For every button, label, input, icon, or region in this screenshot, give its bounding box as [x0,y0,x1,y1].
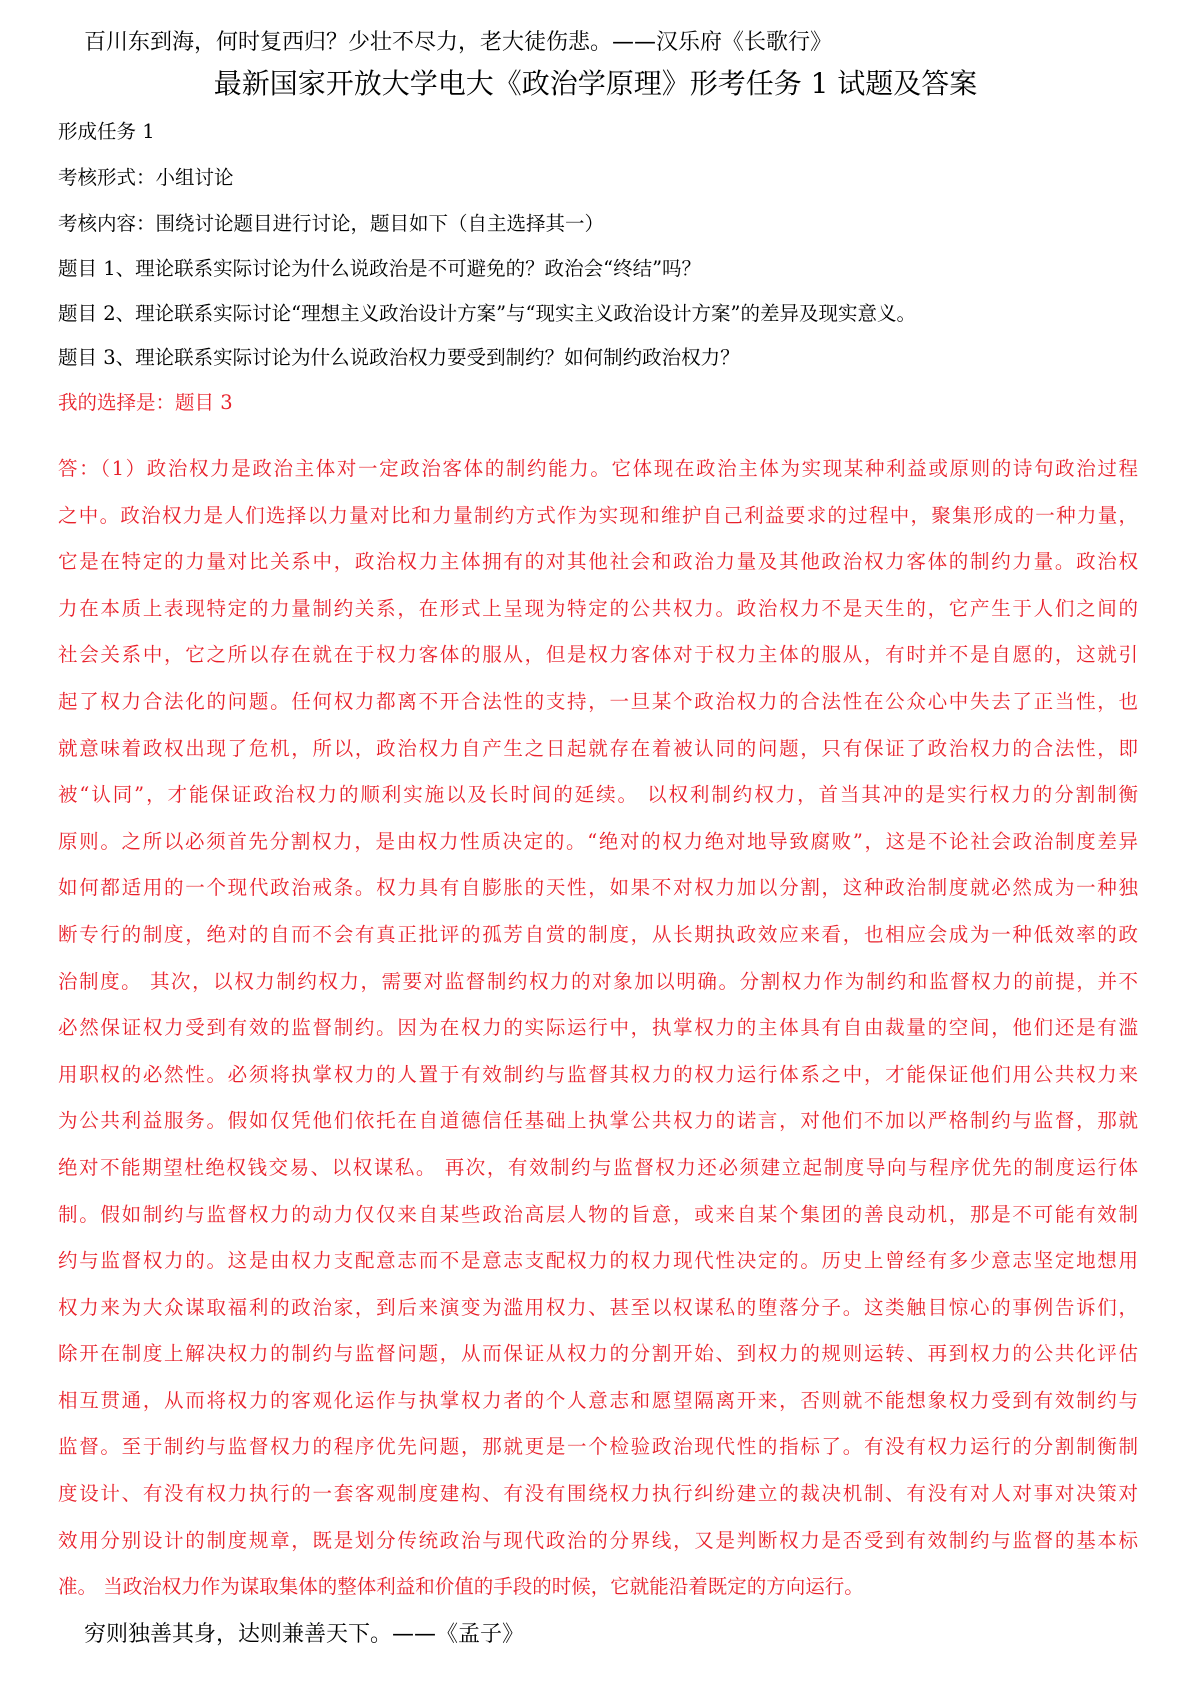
topic-1: 题目 1、理论联系实际讨论为什么说政治是不可避免的？政治会“终结”吗？ [58,257,702,280]
answer-line: 绝对不能期望杜绝权钱交易、以权谋私。 再次，有效制约与监督权力还必须建立起制度导向与程序优先的制度运行体 [58,1155,1138,1179]
header-quote: 百川东到海，何时复西归？少壮不尽力，老大徒伤悲。——汉乐府《长歌行》 [84,30,833,55]
footer-quote: 穷则独善其身，达则兼善天下。——《孟子》 [84,1622,525,1647]
answer-line: 效用分别设计的制度规章，既是划分传统政治与现代政治的分界线，又是判断权力是否受到有效制约与监督的基本标 [58,1528,1138,1552]
topic-3: 题目 3、理论联系实际讨论为什么说政治权力要受到制约？如何制约政治权力？ [58,346,740,369]
assessment-form: 考核形式：小组讨论 [58,166,234,189]
answer-line: 制。假如制约与监督权力的动力仅仅来自某些政治高层人物的旨意，或来自某个集团的善良动机，那是不可能有效制 [58,1202,1138,1226]
answer-line: 准。 当政治权力作为谋取集体的整体利益和价值的手段的时候，它就能沿着既定的方向运行。 [58,1575,864,1599]
my-choice: 我的选择是：题目 3 [58,391,233,414]
answer-line: 治制度。 其次，以权力制约权力，需要对监督制约权力的对象加以明确。分割权力作为制约和监督权力的前提，并不 [58,969,1138,993]
answer-line: 除开在制度上解决权力的制约与监督问题，从而保证从权力的分割开始、到权力的规则运转、再到权力的公共化评估 [58,1342,1138,1366]
answer-line: 权力来为大众谋取福利的政治家，到后来演变为滥用权力、甚至以权谋私的堕落分子。这类触目惊心的事例告诉们， [58,1295,1138,1319]
document-title: 最新国家开放大学电大《政治学原理》形考任务 1 试题及答案 [213,67,978,100]
answer-line: 起了权力合法化的问题。任何权力都离不开合法性的支持，一旦某个政治权力的合法性在公众心中失去了正当性，也 [58,689,1138,713]
answer-line: 相互贯通，从而将权力的客观化运作与执掌权力者的个人意志和愿望隔离开来，否则就不能想象权力受到有效制约与 [58,1388,1138,1412]
answer-line: 监督。至于制约与监督权力的程序优先问题，那就更是一个检验政治现代性的指标了。有没有权力运行的分割制衡制 [58,1435,1138,1459]
answer-text [58,455,1138,1620]
assessment-content: 考核内容：围绕讨论题目进行讨论，题目如下（自主选择其一） [58,212,605,235]
answer-line: 社会关系中，它之所以存在就在于权力客体的服从，但是权力客体对于权力主体的服从，有时并不是自愿的，这就引 [58,643,1138,667]
answer-line: 答：（1）政治权力是政治主体对一定政治客体的制约能力。它体现在政治主体为实现某种利益或原则的诗句政治过程 [58,457,1138,480]
topic-2: 题目 2、理论联系实际讨论“理想主义政治设计方案”与“现实主义政治设计方案”的差异及现实意义。 [58,302,916,325]
answer-line: 断专行的制度，绝对的自而不会有真正批评的孤芳自赏的制度，从长期执政效应来看，也相应会成为一种低效率的政 [58,922,1138,946]
answer-line: 为公共利益服务。假如仅凭他们依托在自道德信任基础上执掌公共权力的诺言，对他们不加以严格制约与监督，那就 [58,1109,1138,1133]
answer-line: 用职权的必然性。必须将执掌权力的人置于有效制约与监督其权力的权力运行体系之中，才能保证他们用公共权力来 [58,1062,1138,1086]
answer-line: 如何都适用的一个现代政治戒条。权力具有自膨胀的天性，如果不对权力加以分割，这种政治制度就必然成为一种独 [58,876,1138,900]
answer-line: 约与监督权力的。这是由权力支配意志而不是意志支配权力的权力现代性决定的。历史上曾经有多少意志坚定地想用 [58,1249,1138,1273]
answer-line: 就意味着政权出现了危机，所以，政治权力自产生之日起就存在着被认同的问题，只有保证了政治权力的合法性，即 [58,736,1138,760]
answer-line: 力在本质上表现特定的力量制约关系，在形式上呈现为特定的公共权力。政治权力不是天生的，它产生于人们之间的 [58,596,1138,620]
task-label: 形成任务 1 [58,120,155,143]
answer-line: 度设计、有没有权力执行的一套客观制度建构、有没有围绕权力执行纠纷建立的裁决机制、有没有对人对事对决策对 [58,1482,1138,1506]
answer-line: 原则。之所以必须首先分割权力，是由权力性质决定的。“绝对的权力绝对地导致腐败”，这是不论社会政治制度差异 [58,829,1138,853]
answer-line: 被“认同”，才能保证政治权力的顺利实施以及长时间的延续。 以权利制约权力，首当其冲的是实行权力的分割制衡 [58,783,1138,807]
answer-line: 它是在特定的力量对比关系中，政治权力主体拥有的对其他社会和政治力量及其他政治权力客体的制约力量。政治权 [58,550,1138,574]
answer-line: 必然保证权力受到有效的监督制约。因为在权力的实际运行中，执掌权力的主体具有自由裁量的空间，他们还是有滥 [58,1016,1138,1040]
answer-line: 之中。政治权力是人们选择以力量对比和力量制约方式作为实现和维护自己利益要求的过程中，聚集形成的一种力量， [58,503,1138,527]
